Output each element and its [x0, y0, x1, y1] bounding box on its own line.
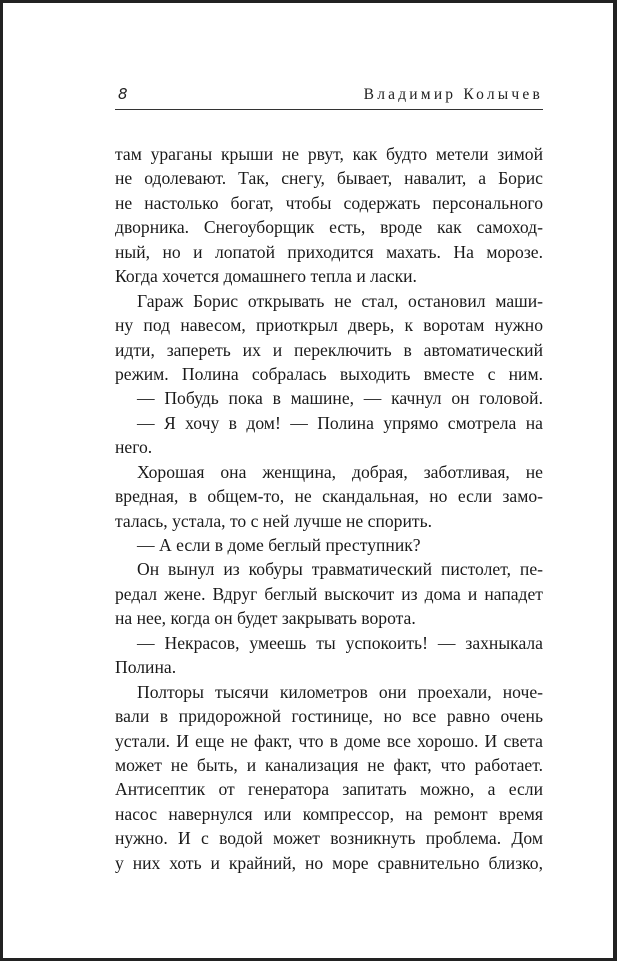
text-line: Гараж Борис открывать не стал, остановил маши- — [137, 290, 543, 311]
text-line: не одолевают. Так, снегу, бывает, навалит, а Борис — [115, 168, 543, 189]
book-page — [3, 3, 613, 958]
text-line: — Я хочу в дом! — Полина упрямо смотрела на — [137, 412, 543, 433]
body-text — [115, 142, 543, 875]
text-line: Полторы тысячи километров они проехали, ноче- — [137, 681, 543, 702]
text-line: устали. И еще не факт, что в доме все хорошо. И света — [115, 730, 543, 751]
text-line: на нее, когда он будет закрывать ворота. — [115, 608, 416, 629]
text-line: там ураганы крыши не рвут, как будто метели зимой — [115, 144, 543, 164]
page-header — [115, 85, 543, 110]
text-line: Хорошая она женщина, добрая, заботливая, не — [137, 461, 543, 482]
text-line: у них хоть и крайний, но море сравнительно близко, — [115, 852, 543, 873]
running-head-author: Владимир Колычев — [363, 86, 543, 103]
text-line: Полина. — [115, 657, 177, 678]
text-line: редал жене. Вдруг беглый выскочит из дома и нападет — [115, 583, 543, 604]
text-line: нужно. И с водой может возникнуть проблема. Дом — [115, 828, 543, 849]
text-line: Когда хочется домашнего тепла и ласки. — [115, 266, 417, 287]
text-line: ну под навесом, приоткрыл дверь, к воротам нужно — [115, 315, 543, 336]
text-line: ный, но и лопатой приходится махать. На морозе. — [115, 241, 543, 262]
text-line: — А если в доме беглый преступник? — [137, 535, 421, 555]
text-line: не настолько богат, чтобы содержать персонального — [115, 192, 543, 213]
text-line: вали в придорожной гостинице, но все равно очень — [115, 706, 543, 727]
text-line: дворника. Снегоуборщик есть, вроде как самоход- — [115, 217, 543, 238]
text-line: может не быть, и канализация не факт, что работает. — [115, 754, 543, 775]
text-line: Антисептик от генератора запитать можно, а если — [115, 779, 543, 800]
text-line: идти, запереть их и переключить в автоматический — [115, 339, 543, 360]
text-line: режим. Полина собралась выходить вместе с ним. — [115, 363, 543, 384]
text-line: насос навернулся или компрессор, на ремонт время — [115, 803, 543, 824]
text-line: — Побудь пока в машине, — качнул он головой. — [137, 388, 543, 409]
text-line: вредная, в общем-то, не скандальная, но если замо- — [115, 486, 543, 507]
page-number: 8 — [118, 85, 128, 103]
text-line: Он вынул из кобуры травматический пистолет, пе- — [137, 559, 543, 580]
text-line: — Некрасов, умеешь ты успокоить! — захныкала — [137, 632, 543, 653]
text-line: талась, устала, то с ней лучше не спорить. — [115, 510, 432, 531]
text-line: него. — [115, 437, 153, 458]
